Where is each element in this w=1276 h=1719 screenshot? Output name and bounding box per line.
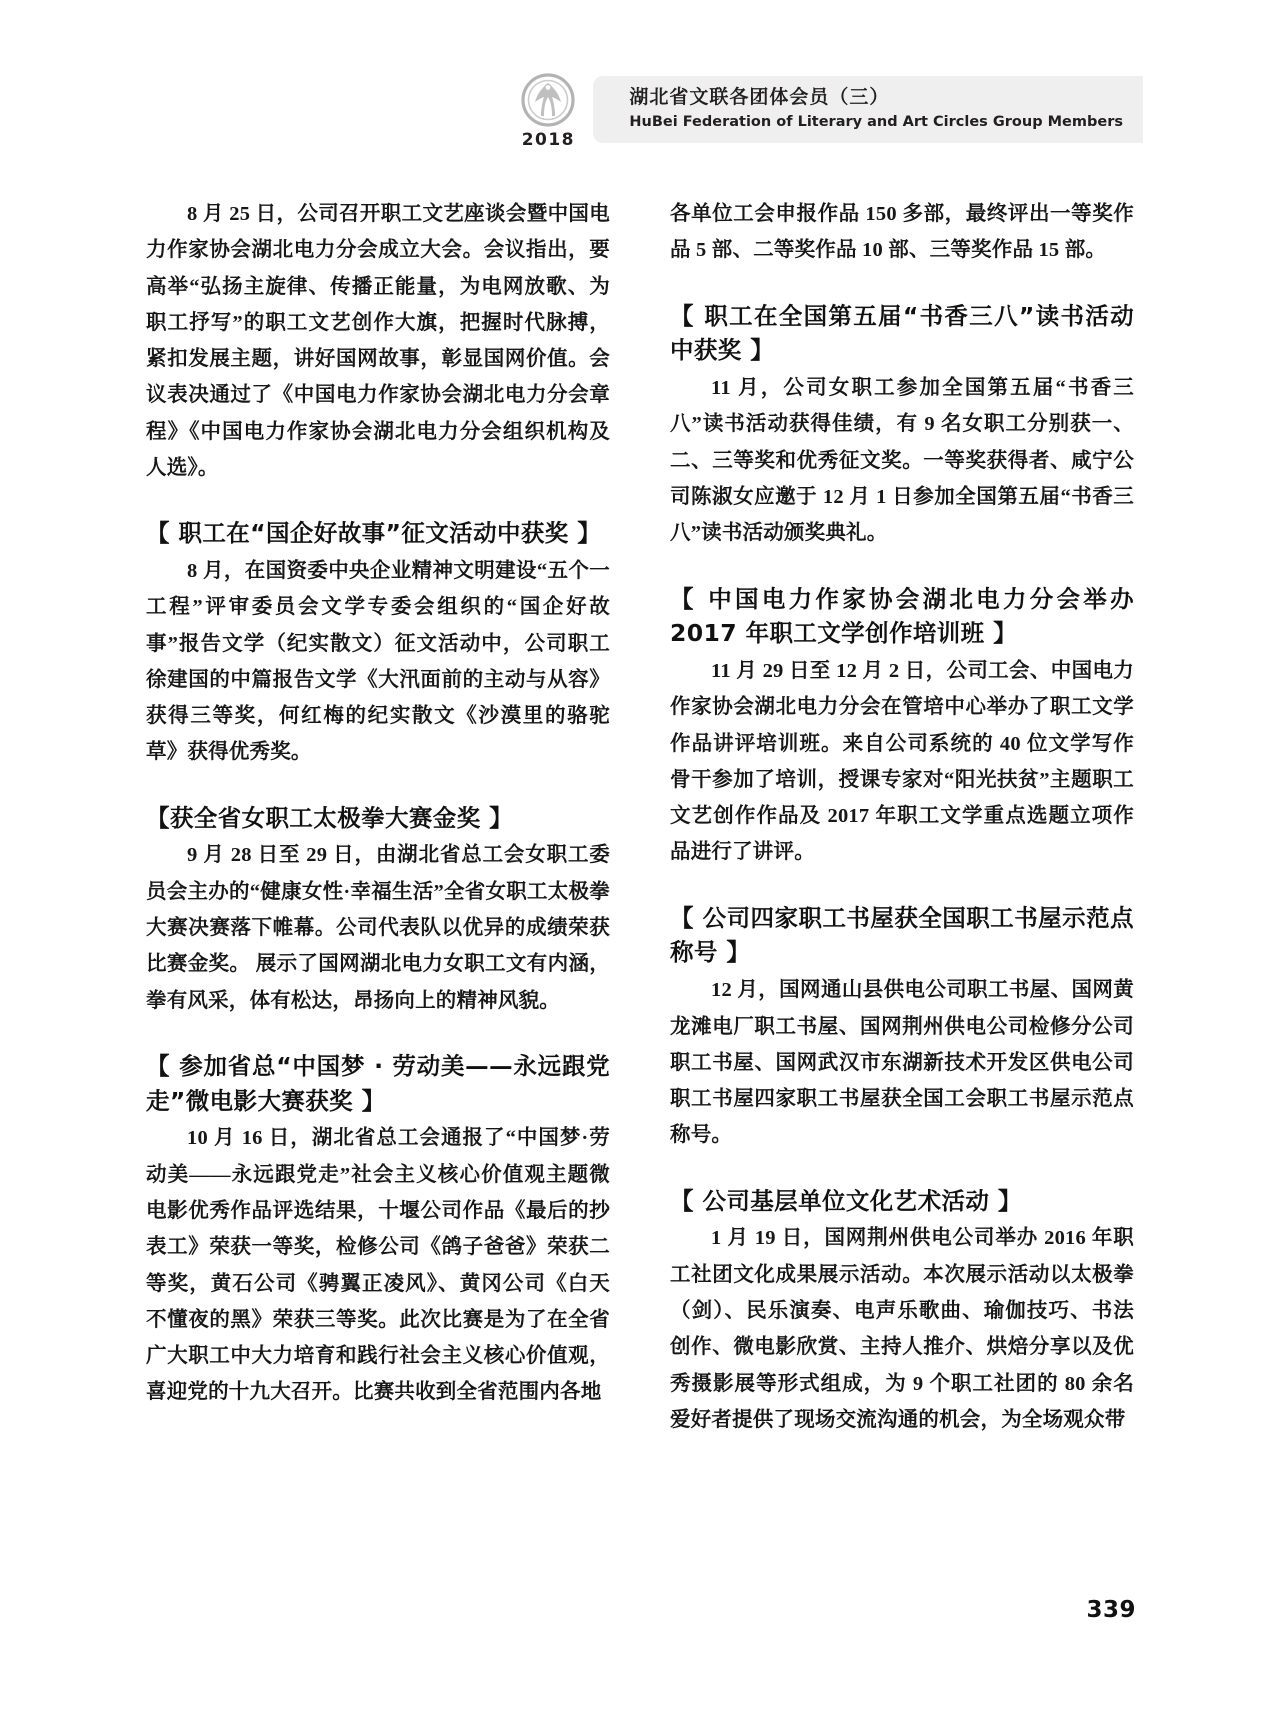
body-paragraph: 12 月，国网通山县供电公司职工书屋、国网黄龙滩电厂职工书屋、国网荆州供电公司检修分公司职工书屋、国网武汉市东湖新技术开发区供电公司职工书屋四家职工书屋获全国工会职工书屋示范点称号。 xyxy=(670,979,1134,1147)
page-number: 339 xyxy=(1086,1597,1136,1623)
section-heading: 【 中国电力作家协会湖北电力分会举办 2017 年职工文学创作培训班 】 xyxy=(670,584,1134,648)
section-heading: 【 职工在全国第五届“书香三八”读书活动中获奖 】 xyxy=(670,301,1134,365)
body-paragraph: 1 月 19 日，国网荆州供电公司举办 2016 年职工社团文化成果展示活动。本次展示活动以太极拳（剑）、民乐演奏、电声乐歌曲、瑜伽技巧、书法创作、微电影欣赏、主持人推介、烘焙分享以及优秀摄影展等形式组成，为 9 个职工社团的 80 余名爱好者提供了现场交流沟通的机会，为全场观众带 xyxy=(670,1227,1134,1431)
body-paragraph: 11 月 29 日至 12 月 2 日，公司工会、中国电力作家协会湖北电力分会在管培中心举办了职工文学作品讲评培训班。来自公司系统的 40 位文学写作骨干参加了培训，授课专家对“阳光扶贫”主题职工文艺创作作品及 2017 年职工文学重点选题立项作品进行了讲评。 xyxy=(670,660,1134,864)
page-header xyxy=(0,70,1276,150)
section-heading: 【获全省女职工太极拳大赛金奖 】 xyxy=(146,803,514,832)
body-paragraph: 10 月 16 日，湖北省总工会通报了“中国梦·劳动美——永远跟党走”社会主义核心价值观主题微电影优秀作品评选结果，十堰公司作品《最后的抄表工》荣获一等奖，检修公司《鸽子爸爸》荣获二等奖，黄石公司《骋翼正凌风》、黄冈公司《白天不懂夜的黑》荣获三等奖。此次比赛是为了在全省广大职工中大力培育和践行社会主义核心价值观，喜迎党的十九大召开。比赛共收到全省范围内各地 xyxy=(146,1127,610,1404)
body-paragraph: 11 月，公司女职工参加全国第五届“书香三八”读书活动获得佳绩，有 9 名女职工分别获一、二、三等奖和优秀征文奖。一等奖获得者、咸宁公司陈淑女应邀于 12 月 1 日参加全国第五届“书香三八”读书活动颁奖典礼。 xyxy=(670,377,1134,545)
header-title-band xyxy=(593,76,1143,143)
header-logo xyxy=(509,70,587,150)
section-heading: 【 公司四家职工书屋获全国职工书屋示范点称号 】 xyxy=(670,903,1134,967)
logo-year: 2018 xyxy=(521,130,576,150)
body-paragraph: 8 月，在国资委中央企业精神文明建设“五个一工程”评审委员会文学专委会组织的“国企好故事”报告文学（纪实散文）征文活动中，公司职工徐建国的中篇报告文学《大汛面前的主动与从容》获得三等奖，何红梅的纪实散文《沙漠里的骆驼草》获得优秀奖。 xyxy=(146,560,610,764)
page-columns xyxy=(146,196,1134,1442)
left-column xyxy=(146,196,610,1442)
body-paragraph: 9 月 28 日至 29 日，由湖北省总工会女职工委员会主办的“健康女性·幸福生活”全省女职工太极拳大赛决赛落下帷幕。公司代表队以优异的成绩荣获比赛金奖。 展示了国网湖北电力女职工文有内涵，拳有风采，体有松达，昂扬向上的精神风貌。 xyxy=(146,844,610,1012)
right-column xyxy=(670,196,1134,1442)
body-paragraph: 各单位工会申报作品 150 多部，最终评出一等奖作品 5 部、二等奖作品 10 部、三等奖作品 15 部。 xyxy=(670,203,1134,262)
section-heading: 【 公司基层单位文化艺术活动 】 xyxy=(670,1186,1022,1215)
header-title-en: HuBei Federation of Literary and Art Circles Group Members xyxy=(629,113,1123,130)
body-paragraph: 8 月 25 日，公司召开职工文艺座谈会暨中国电力作家协会湖北电力分会成立大会。会议指出，要高举“弘扬主旋律、传播正能量，为电网放歌、为职工抒写”的职工文艺创作大旗，把握时代脉搏，紧扣发展主题，讲好国网故事，彰显国网价值。会议表决通过了《中国电力作家协会湖北电力分会章程》《中国电力作家协会湖北电力分会组织机构及人选》。 xyxy=(146,203,610,479)
section-heading: 【 参加省总“中国梦 · 劳动美——永远跟党走”微电影大赛获奖 】 xyxy=(146,1051,610,1115)
header-title-cn: 湖北省文联各团体会员（三） xyxy=(629,86,890,108)
hubei-federation-emblem-icon xyxy=(520,72,576,128)
section-heading: 【 职工在“国企好故事”征文活动中获奖 】 xyxy=(146,519,602,548)
